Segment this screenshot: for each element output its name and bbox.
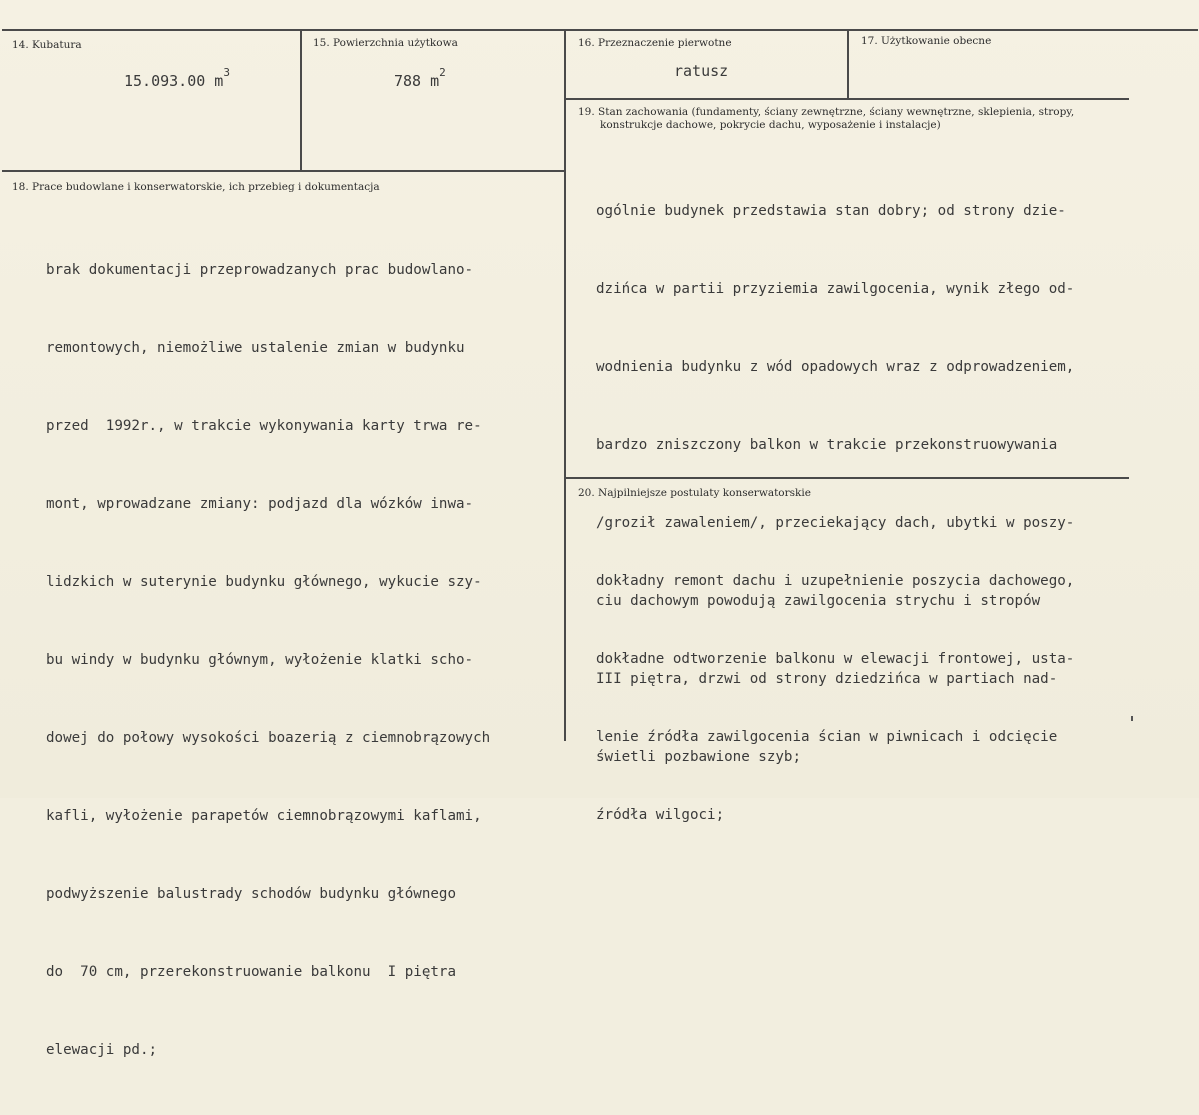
prace-line: dowej do połowy wysokości boazerią z ciemnobrązowych [46,730,491,746]
prace-line: lidzkich w suterynie budynku głównego, wykucie szy- [46,574,482,590]
field-18-label: 18. Prace budowlane i konserwatorskie, ich przebieg i dokumentacja [12,181,380,193]
field-15-value [394,66,446,90]
prace-line: podwyższenie balustrady schodów budynku głównego [46,886,456,902]
stan-line: ogólnie budynek przedstawia stan dobry; od strony dzie- [596,203,1066,219]
divider-15-16 [564,29,566,741]
field-14-value [124,66,230,90]
stan-line: ciu dachowym powodują zawilgocenia strychu i stropów [596,593,1041,609]
postulaty-line: dokładne odtworzenie balkonu w elewacji frontowej, usta- [596,651,1075,667]
field-18-text [46,205,490,1115]
postulaty-line: dokładny remont dachu i uzupełnienie poszycia dachowego, [596,573,1075,589]
stan-line: świetli pozbawione szyb; [596,749,801,765]
corner-mark [1131,716,1133,721]
prace-line: przed 1992r., w trakcie wykonywania karty trwa re- [46,418,482,434]
kubatura-unit-power: 3 [223,66,230,79]
stan-line: bardzo zniszczony balkon w trakcie przekonstruowywania [596,437,1058,453]
powierzchnia-unit-power: 2 [439,66,446,79]
stan-line: /groził zawaleniem/, przeciekający dach, ubytki w poszy- [596,515,1075,531]
field-16-label: 16. Przeznaczenie pierwotne [578,37,732,49]
prace-line: elewacji pd.; [46,1042,158,1058]
field-15-label: 15. Powierzchnia użytkowa [313,37,458,49]
divider-16-17 [847,29,849,99]
prace-line: remontowych, niemożliwe ustalenie zmian w budynku [46,340,465,356]
field-16-value: ratusz [674,62,729,80]
rule-under-14-15 [2,170,566,172]
field-19-label-line1: 19. Stan zachowania (fundamenty, ściany zewnętrzne, ściany wewnętrzne, sklepienia, stropy, [578,106,1075,118]
stan-line: dzińca w partii przyziemia zawilgocenia, wynik złego od- [596,281,1075,297]
field-19-label-line2: konstrukcje dachowe, pokrycie dachu, wyposażenie i instalacje) [600,119,941,131]
field-20-text [596,516,1074,880]
top-rule [2,29,1198,31]
prace-line: mont, wprowadzane zmiany: podjazd dla wózków inwa- [46,496,474,512]
kubatura-value-text: 15.093.00 m [124,72,224,90]
prace-line: do 70 cm, przerekonstruowanie balkonu I piętra [46,964,456,980]
divider-14-15 [300,29,302,170]
postulaty-line: źródła wilgoci; [596,807,725,823]
powierzchnia-value-text: 788 m [394,72,440,90]
stan-line: III piętra, drzwi od strony dziedzińca w partiach nad- [596,671,1058,687]
stan-line: wodnienia budynku z wód opadowych wraz z odprowadzeniem, [596,359,1075,375]
prace-line: kafli, wyłożenie parapetów ciemnobrązowymi kaflami, [46,808,482,824]
postulaty-line: lenie źródła zawilgocenia ścian w piwnicach i odcięcie [596,729,1058,745]
rule-under-16-17 [566,98,1129,100]
field-17-label: 17. Użytkowanie obecne [861,35,992,47]
field-20-label: 20. Najpilniejsze postulaty konserwatorskie [578,487,811,499]
prace-line: bu windy w budynku głównym, wyłożenie klatki scho- [46,652,474,668]
prace-line: brak dokumentacji przeprowadzanych prac budowlano- [46,262,474,278]
field-14-label: 14. Kubatura [12,39,82,51]
